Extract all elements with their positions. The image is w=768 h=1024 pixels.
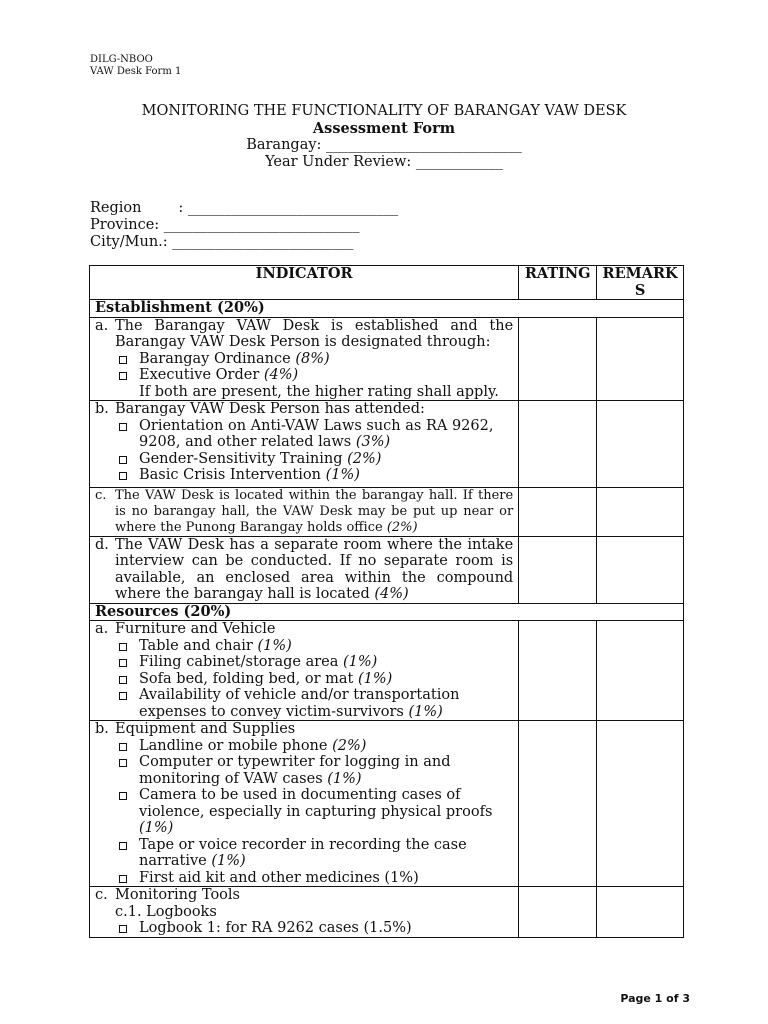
list-item-pct: (2%) bbox=[347, 450, 382, 467]
checkbox-icon bbox=[119, 676, 127, 684]
checkbox-list bbox=[95, 638, 513, 721]
list-item-pct: (1%) bbox=[211, 853, 246, 869]
barangay-field: Barangay: ___________________________ bbox=[246, 137, 522, 153]
indicator-cell bbox=[90, 721, 519, 887]
item-label: d. bbox=[95, 536, 109, 553]
checkbox-icon bbox=[119, 456, 127, 464]
list-item-text: Computer or typewriter for logging in and monitoring of VAW cases bbox=[139, 754, 451, 787]
header-remarks: REMARK S bbox=[597, 266, 684, 300]
checkbox-icon bbox=[119, 643, 127, 651]
rating-cell[interactable] bbox=[519, 487, 597, 536]
list-item-text: Basic Crisis Intervention bbox=[139, 467, 326, 483]
list-item-text: Sofa bed, folding bed, or mat bbox=[139, 670, 358, 687]
list-item bbox=[117, 754, 513, 787]
document-title: MONITORING THE FUNCTIONALITY OF BARANGAY VAW DESK bbox=[141, 103, 627, 119]
indicator-item bbox=[95, 887, 513, 904]
checkbox-icon bbox=[119, 372, 127, 380]
remarks-cell[interactable] bbox=[597, 401, 684, 488]
list-item-pct: (1%) bbox=[139, 820, 174, 836]
item-label: b. bbox=[95, 721, 109, 737]
province-field: Province: ___________________________ bbox=[90, 217, 360, 233]
list-item bbox=[117, 687, 513, 720]
indicator-item bbox=[95, 401, 513, 418]
section-establishment: Establishment (20%) bbox=[90, 300, 684, 318]
checkbox-icon bbox=[119, 743, 127, 751]
item-label: a. bbox=[95, 621, 109, 637]
table-row bbox=[90, 536, 684, 603]
list-item-text: Filing cabinet/storage area bbox=[139, 654, 343, 670]
checkbox-icon bbox=[119, 792, 127, 800]
item-text: The VAW Desk is located within the barangay hall. If there is no barangay hall, the VAW Desk may be put up near or where the Punong Barangay holds office bbox=[115, 487, 514, 535]
list-item-text: Availability of vehicle and/or transportation expenses to convey victim-survivors bbox=[139, 687, 460, 720]
list-item-text: Barangay Ordinance bbox=[139, 350, 296, 367]
list-item-pct: (1%) bbox=[257, 637, 292, 654]
table-row bbox=[90, 487, 684, 536]
list-item-text: Landline or mobile phone bbox=[139, 737, 333, 754]
list-item-text: Executive Order bbox=[139, 367, 264, 383]
indicator-item bbox=[95, 721, 513, 738]
list-item-pct: (1%) bbox=[327, 770, 362, 787]
list-item-text: Gender-Sensitivity Training bbox=[139, 450, 348, 467]
item-label: b. bbox=[95, 401, 109, 417]
list-item-pct: (1%) bbox=[408, 703, 443, 720]
header-indicator: INDICATOR bbox=[90, 266, 519, 300]
remarks-cell[interactable] bbox=[597, 317, 684, 401]
table-row bbox=[90, 621, 684, 721]
form-header bbox=[90, 54, 181, 78]
list-item-text: Orientation on Anti-VAW Laws such as RA 9262, 9208, and other related laws bbox=[139, 417, 494, 450]
form-code: DILG-NBOO bbox=[90, 54, 153, 65]
year-field: Year Under Review: ____________ bbox=[265, 154, 503, 170]
remarks-cell[interactable] bbox=[597, 536, 684, 603]
indicator-item bbox=[95, 621, 513, 638]
form-name: VAW Desk Form 1 bbox=[90, 66, 182, 77]
remarks-cell[interactable] bbox=[597, 487, 684, 536]
list-item bbox=[117, 920, 513, 937]
subsection-label: c.1. Logbooks bbox=[115, 903, 217, 920]
checkbox-list bbox=[95, 418, 513, 484]
table-row bbox=[90, 721, 684, 887]
section-resources: Resources (20%) bbox=[90, 603, 684, 621]
indicator-cell bbox=[90, 621, 519, 721]
list-item bbox=[117, 787, 513, 837]
indicator-item bbox=[95, 537, 513, 603]
table-row bbox=[90, 401, 684, 488]
checkbox-icon bbox=[119, 875, 127, 883]
list-item bbox=[117, 638, 513, 655]
item-text: Equipment and Supplies bbox=[115, 721, 296, 737]
checkbox-icon bbox=[119, 356, 127, 364]
indicator-cell bbox=[90, 887, 519, 938]
list-item bbox=[117, 654, 513, 671]
list-item bbox=[117, 738, 513, 755]
remarks-cell[interactable] bbox=[597, 621, 684, 721]
list-item bbox=[117, 467, 513, 484]
list-item-text: Camera to be used in documenting cases of violence, especially in capturing physical proofs bbox=[139, 787, 493, 820]
section-row bbox=[90, 300, 684, 318]
remarks-cell[interactable] bbox=[597, 887, 684, 938]
table-header-row bbox=[90, 266, 684, 300]
indicator-item bbox=[95, 488, 513, 536]
checkbox-icon bbox=[119, 759, 127, 767]
indicator-cell bbox=[90, 317, 519, 401]
indicator-cell bbox=[90, 536, 519, 603]
rating-cell[interactable] bbox=[519, 536, 597, 603]
rating-cell[interactable] bbox=[519, 401, 597, 488]
item-label: c. bbox=[95, 487, 107, 503]
item-text: The VAW Desk has a separate room where the intake interview can be conducted. If no separate room is available, an enclosed area within the compound where the barangay hall is located bbox=[115, 536, 514, 602]
checkbox-list bbox=[95, 920, 513, 937]
list-item-text: Tape or voice recorder in recording the case narrative bbox=[139, 836, 467, 869]
checkbox-icon bbox=[119, 472, 127, 480]
section-row bbox=[90, 603, 684, 621]
note-text: If both are present, the higher rating shall apply. bbox=[139, 383, 499, 400]
page-number: Page 1 of 3 bbox=[620, 992, 690, 1005]
city-field: City/Mun.: _________________________ bbox=[90, 234, 354, 250]
rating-cell[interactable] bbox=[519, 887, 597, 938]
list-item-pct: (3%) bbox=[355, 434, 391, 450]
item-text: Furniture and Vehicle bbox=[115, 621, 276, 637]
checkbox-list bbox=[95, 738, 513, 887]
item-text: The Barangay VAW Desk is established and the Barangay VAW Desk Person is designated through: bbox=[115, 317, 514, 350]
list-item bbox=[117, 418, 513, 451]
remarks-cell[interactable] bbox=[597, 721, 684, 887]
indicator-cell bbox=[90, 487, 519, 536]
indicator-item bbox=[95, 318, 513, 351]
header-rating: RATING bbox=[519, 266, 597, 300]
item-label: a. bbox=[95, 317, 109, 334]
list-item-pct: (4%) bbox=[263, 367, 299, 383]
region-field: Region : _____________________________ bbox=[90, 200, 399, 216]
rating-cell[interactable] bbox=[519, 721, 597, 887]
rating-cell[interactable] bbox=[519, 621, 597, 721]
list-item bbox=[117, 671, 513, 688]
checkbox-icon bbox=[119, 692, 127, 700]
list-item-pct: (2%) bbox=[332, 737, 367, 754]
item-label: c. bbox=[95, 887, 108, 903]
item-text-wrap bbox=[115, 488, 513, 536]
list-item bbox=[117, 367, 513, 384]
item-text-wrap bbox=[115, 537, 513, 603]
list-item-pct: (8%) bbox=[295, 350, 330, 367]
list-item-text: Table and chair bbox=[139, 637, 258, 654]
item-text: Monitoring Tools bbox=[115, 887, 240, 903]
list-item bbox=[117, 837, 513, 870]
document-subtitle: Assessment Form bbox=[312, 120, 456, 137]
item-pct: (4%) bbox=[374, 586, 409, 602]
checkbox-icon bbox=[119, 659, 127, 667]
checkbox-list bbox=[95, 351, 513, 384]
table-row bbox=[90, 887, 684, 938]
item-pct: (2%) bbox=[386, 519, 418, 535]
list-item bbox=[117, 451, 513, 468]
checkbox-icon bbox=[119, 842, 127, 850]
location-fields bbox=[90, 200, 398, 251]
checkbox-icon bbox=[119, 925, 127, 933]
list-item-text: Logbook 1: for RA 9262 cases (1.5%) bbox=[139, 920, 412, 936]
indicator-cell bbox=[90, 401, 519, 488]
title-block bbox=[0, 103, 768, 171]
list-item-pct: (1%) bbox=[358, 670, 393, 687]
rating-cell[interactable] bbox=[519, 317, 597, 401]
list-item bbox=[117, 870, 513, 887]
list-item-pct: (1%) bbox=[342, 654, 378, 670]
list-item-pct: (1%) bbox=[325, 467, 360, 483]
assessment-table bbox=[89, 265, 684, 938]
checkbox-icon bbox=[119, 423, 127, 431]
table-row bbox=[90, 317, 684, 401]
item-text: Barangay VAW Desk Person has attended: bbox=[115, 401, 425, 417]
list-item bbox=[117, 351, 513, 368]
list-item-text: First aid kit and other medicines (1%) bbox=[139, 869, 419, 886]
